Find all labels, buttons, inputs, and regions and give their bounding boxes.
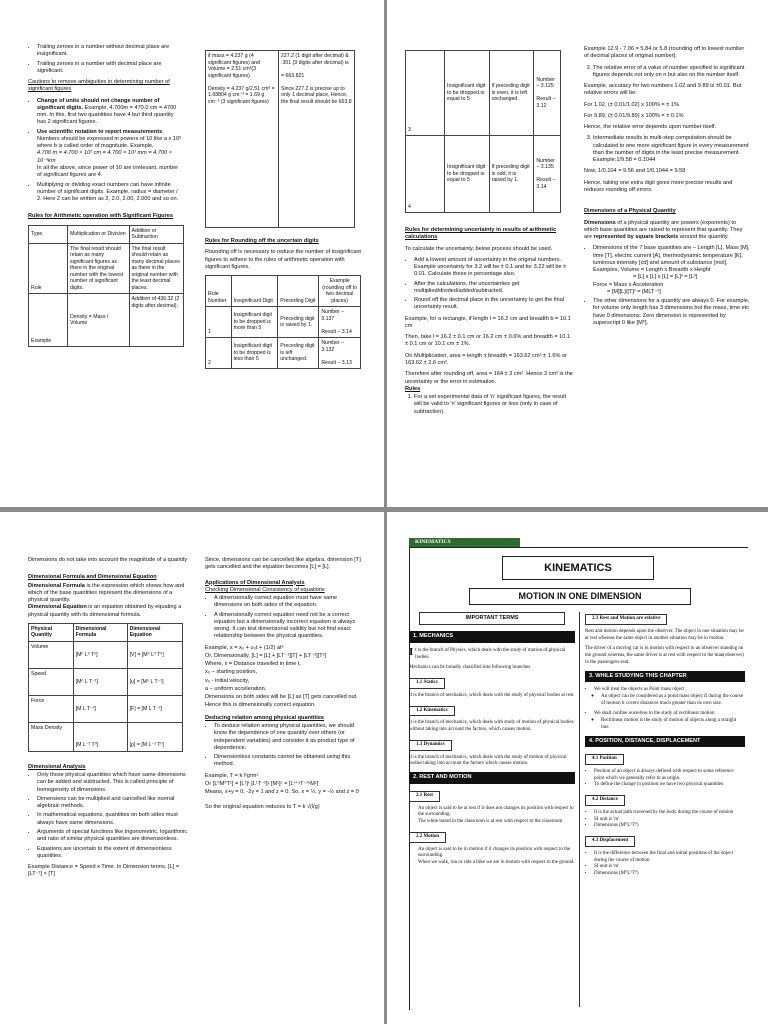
page-significant-figures — [0, 0, 384, 507]
rounding-rules-table — [205, 275, 361, 369]
table-row — [29, 243, 184, 294]
section-heading: Cautions to remove ambiguities in determining number of significant figures — [28, 79, 170, 93]
list-item: • Trailing zeroes in a number without decimal place are insignificant. — [37, 44, 183, 59]
paragraph: The driver of a moving car is in motion with respect to an observer standing on the ground whereas, the same driver is at rest with respect to the man(observer) in the passengers seat. — [585, 646, 744, 665]
text: Number – 3.132 — [321, 340, 345, 353]
paragraph: It is the branch of mechanics, which deals with the study of physical bodies at rest. — [409, 692, 575, 698]
table-cell: [M⁰ L T⁻¹] — [73, 668, 127, 695]
list-item: • Add a lowest amount of uncertainty in the original numbers. Example uncertainty for 3.2 will be ± 0.1 and for 3.22 will be ± 0.01. Calculate these in percentage also. — [414, 257, 573, 279]
text: Result – 3.14 — [536, 177, 556, 190]
table-cell: 4 — [406, 136, 445, 213]
dimension-list — [584, 245, 750, 327]
subsection-box: 4.1 Position — [585, 754, 624, 765]
list-item: • The other dimensions for a quantity are always 0. For example, for volume only length has 3 dimensions but the mass, time etc have 0 dimensions. Zero dimension is represented by superscript 0 like [M⁰]. — [593, 298, 750, 327]
paragraph: Dimensions on both sides will be [L] as [T] gets cancelled out. Hence this is dimensionally correct equation. — [205, 694, 358, 708]
table-cell — [534, 136, 561, 213]
list-item: • Dimensionless constants cannot be obtained using this method. — [214, 754, 365, 769]
page-kinematics — [387, 512, 768, 1024]
table-cell: Insignificant digit to be dropped is equal to 5 — [445, 136, 490, 213]
chapter-title: KINEMATICS — [502, 556, 654, 580]
arithmetic-rules-table — [28, 225, 184, 348]
paragraph: x₀ – starting position, — [205, 669, 258, 676]
list-item: • We will treat the objects as Point mass object — [594, 687, 745, 694]
list-item: • The white board in the classroom is at rest with respect to the classroom — [418, 819, 575, 826]
table-header: Addition or Subtraction — [129, 225, 184, 243]
equation: Examples, Volume = Length x Breadth x Height — [593, 267, 711, 274]
section-heading: Dimensional Analysis — [28, 763, 86, 770]
table-cell: Volume — [29, 641, 74, 668]
numbered-list — [584, 135, 750, 164]
text: Density = 4.237 g/2.51 cm³ = 1.68804 g cm⁻³ = 1.69 g cm⁻³ (3 significant figures) — [208, 85, 275, 105]
text: is an equation obtained by equating a physical quantity with its dimensional formula. — [28, 604, 182, 618]
numbered-list — [584, 65, 750, 80]
rounding-rules-table-continued — [405, 50, 561, 213]
text: Number – 3.137 — [321, 309, 345, 322]
paragraph: Rest and motion depends upon the observer. The object in one situation may be at rest whereas the same object in another situation may be in motion. — [585, 628, 744, 641]
paragraph: To calculate the uncertainty, below process should be used. — [405, 245, 553, 252]
list-item: • A dimensionally correct equation need not be a correct equation but a dimensionally incorrect equation is always wrong. It can test dimensional validity but not find exact relationship between the physical quantities. — [214, 612, 365, 641]
table-cell: Mass Density — [29, 722, 74, 751]
equation: Means, x+y = 0, -2y = 1 and z = 0. So, x = ½, y = -½ and z = 0 — [205, 789, 359, 796]
table-cell — [319, 338, 361, 369]
table-cell: Density = Mass / Volume — [68, 294, 130, 347]
paragraph: Hence, taking one extra digit gives more precise results and reduces rounding off errors. — [584, 179, 733, 193]
deduce-list — [205, 723, 365, 769]
table-row — [29, 695, 183, 722]
studying-list — [585, 687, 745, 732]
table-row — [206, 276, 361, 307]
table-header: Multiplication or Division — [68, 225, 130, 243]
equation: Example, x = x₀ + υ₀t + (1/2) at² — [205, 644, 284, 651]
table-header: Physical Quantity — [29, 623, 74, 641]
list-item: • Dimensions (M⁰L¹T⁰) — [594, 823, 745, 830]
table-header: Preceding Digit — [278, 276, 319, 307]
list-item: • Position of an object is always defined with respect to some reference point which we generally refer to as origin. — [594, 769, 745, 783]
table-cell: [M L T⁻²] — [73, 695, 127, 722]
table-cell: [υ] = [M⁰ L T⁻¹] — [127, 668, 182, 695]
cautions-list — [28, 98, 183, 204]
table-cell: If preceding digit is even, it is left unchanged. — [489, 51, 534, 136]
table-cell: [M⁰ L³ T⁰] — [73, 641, 127, 668]
table-row — [206, 51, 355, 228]
text: In all the above, since power of 10 are irrelevant, number of significant figures are 4. — [37, 164, 179, 179]
table-header: Dimensional Equation — [127, 623, 182, 641]
paragraph: Example, accuracy for two numbers 1.02 and 9.89 is ±0.01. But relative errors will be: — [584, 83, 742, 97]
rules-label: Rules — [405, 385, 421, 392]
table-row — [406, 51, 561, 136]
section-heading: Rules for Rounding off the uncertain digits — [205, 238, 319, 244]
list-item — [594, 694, 745, 708]
paragraph: For 9.89, (± 0.01/9.89) x 100% = ± 0.1% — [584, 112, 684, 119]
table-cell: If preceding digit is odd, it is raised by 1. — [489, 136, 534, 213]
list-item: • Dimensions can be multiplied and cancelled like normal algebraic methods. — [37, 796, 190, 811]
list-item: ◦ An object can be considered as a point mass object if during the course of motion it covers distances much greater than its own size. — [601, 694, 745, 708]
paragraph: Example 12.9 - 7.06 = 5.84 or 5.8 (rounding off to lowest number of decimal places of original number]. — [584, 46, 745, 60]
equation: Force = Mass x Acceleration — [593, 281, 664, 288]
table-cell: Addition of 436.32 (2 digits after decimal), — [129, 294, 184, 347]
paragraph: Rounding off is necessary to reduce the number of insignificant figures to adhere to the rules of arithmetic operation with significant figures. — [205, 249, 361, 270]
table-cell: 1 — [206, 307, 232, 338]
table-row — [29, 641, 183, 668]
subheading: Checking Dimensional Consistency of equations — [205, 586, 325, 593]
list-item: • Trailing zeroes in a number with decimal place are significant. — [37, 61, 183, 76]
section-heading: Rules for Arithmetic operation with Significant Figures — [28, 213, 173, 220]
right-column — [205, 50, 365, 369]
paragraph: Hence, the relative error depends upon number itself. — [584, 124, 717, 131]
left-column — [28, 44, 183, 347]
left-column — [405, 50, 573, 420]
subsection-box: 2.1 Rest — [409, 791, 440, 802]
section-bar: 2. REST AND MOTION — [409, 772, 575, 784]
table-header: Example (rounding off to two decimal places) — [319, 276, 361, 307]
equation: Example, T = k lˣgʸmᶻ — [205, 772, 259, 779]
table-row — [29, 225, 184, 243]
table-row — [29, 294, 184, 347]
list-item: 1. For a set experimental data of 'n' significant figures, the result will be valid to 'n' significant figures or less (only in case of subtraction). — [414, 394, 573, 416]
distance-list — [585, 810, 745, 830]
applications-list — [205, 595, 365, 641]
section-bar: 3. WHILE STUDYING THIS CHAPTER — [585, 671, 745, 683]
table-cell: [M L⁻³ T⁰] — [73, 722, 127, 751]
subsection-box: 4.2 Distance — [585, 795, 625, 806]
paragraph — [28, 604, 190, 619]
right-column — [584, 46, 750, 331]
list-item: • A dimensionally correct equation must have same dimensions on both sides of the equation. — [214, 595, 365, 610]
list-item: • Only those physical quantities which have same dimensions can be added and subtracted. This is called principle of homogeneity of dimensions. — [37, 772, 190, 794]
bold-text: Dimensions — [584, 219, 616, 226]
table-cell — [206, 51, 279, 228]
paragraph: Example Distance = Speed x Time. In Dimension terms, [L] = [LT⁻¹] × [T] — [28, 864, 180, 878]
uncertainty-list — [405, 257, 573, 312]
bold-text: Dimensional Equation — [28, 604, 87, 611]
text: is the expression which shows how and which of the base quantities represent the dimensions of a physical quantity. — [28, 582, 185, 604]
paragraph: v₀ - initial velocity, — [205, 677, 250, 684]
rules-list — [405, 394, 573, 416]
table-cell: Insignificant digit to be dropped is more than 5 — [231, 307, 278, 338]
section-heading: Dimensional Formula and Dimensional Equation — [28, 574, 157, 581]
rest-list — [409, 806, 575, 826]
paragraph: On Multiplication, area = length x breadth = 163.62 cm² ± 1.6% or 163.62 ± 2.6 cm². — [405, 352, 567, 366]
list-item: • An object is said to be at rest if it does not changes its position with respect to the surrounding. — [418, 806, 575, 820]
table-cell: Insignificant digit to be dropped is less than 5 — [231, 338, 278, 369]
list-item — [594, 718, 745, 732]
section-heading: Dimensions of a Physical Quantity — [584, 208, 676, 215]
text: Result – 3.13 — [321, 359, 352, 366]
section-bar: 4. POSITION, DISTANCE, DISPLACEMENT — [585, 736, 745, 748]
table-cell: [F] = [M L T⁻²] — [127, 695, 182, 722]
table-cell: [V] = [M⁰ L³ T⁰] — [127, 641, 182, 668]
list-item: 2. The relative error of a value of number specified to significant figures depends not only on n but also on the number itself. — [593, 65, 750, 80]
text: Number – 3.125 — [536, 76, 555, 90]
list-item: • It is the actual path traversed by the body during the course of motion — [594, 810, 745, 817]
list-item: • Round off the decimal place in the uncertainty to get the final uncertainty result. — [414, 297, 573, 312]
text: Result – 3.14 — [321, 328, 352, 335]
equation: = [L] x [L] x [L] = [L]³ = [L³] — [633, 274, 698, 281]
table-cell: Preceding digit is raised by 1. — [278, 307, 319, 338]
list-item: • Multiplying or dividing exact numbers can have infinite number of significant digits. Example, radius = diameter / 2. Here 2 can be written as 2, 2.0, 2.00, 2.000 and so on. — [37, 182, 183, 204]
chapter-tag: KINEMATICS — [409, 538, 520, 547]
paragraph: For 1.02, (± 0.01/1.02) x 100% = ± 1% — [584, 101, 679, 108]
list-item — [593, 245, 750, 296]
table-row — [29, 668, 183, 695]
list-item: 3. Intermediate results in multi-step computation should be calculated to one more significant figure in every measurement than the number of digits in the least precise measurement. Example:1/9.58 = 0.1044 — [593, 135, 750, 164]
list-item: • To define the change in position we have two physical quantities — [594, 782, 745, 789]
bold-text: Use scientific notation to report measurements — [37, 128, 163, 135]
text: . Numbers should be expressed in powers of 10 like a x 10ᵇ where b is called order of magnitude. Example, — [37, 128, 182, 150]
subsection-box: 2.3 Rest and Motion are relative — [585, 614, 667, 625]
list-item: • Dimensions (M⁰L¹T⁰) — [594, 871, 745, 878]
module-title: MOTION IN ONE DIMENSION — [469, 588, 691, 605]
table-row — [29, 623, 183, 641]
paragraph: Since, dimensions can be cancelled like algebra, dimension [T] gets cancelled and the equation becomes [L] = [L]. — [205, 557, 361, 571]
text: of a physical quantity are powers (exponents) to which base quantities are raised to represent that quantity. They are — [584, 219, 743, 241]
section-heading: Deducing relation among physical quantities — [205, 714, 325, 721]
table-cell: Example — [29, 294, 68, 347]
left-column — [409, 612, 575, 871]
list-item: • An object is said to be in motion if it changes its position with respect to the surrounding. — [418, 847, 575, 861]
text: 227.2 (1 digit after decimal) & .301 (3 digits after decimal) is — [281, 53, 349, 66]
position-list — [585, 769, 745, 789]
page-uncertainty — [387, 0, 768, 507]
bold-text: represented by square brackets — [593, 234, 679, 241]
paragraph — [584, 220, 750, 242]
equation: = [M][L]/[T]² = [MLT⁻²] — [607, 288, 661, 295]
motion-list — [409, 847, 575, 867]
list-item: • When we walk, run or ride a bike we are in motion with respect to the ground. — [418, 860, 575, 867]
text: Since 227.2 is precise up to only 1 decimal place, Hence, the final result should be 663.8 — [281, 85, 352, 105]
bold-text: Change of units should not change number of significant digits. — [37, 97, 160, 111]
text: if mass = 4.237 g (4 significant figures) and Volume = 2.51 cm³(3 significant figures) — [208, 53, 260, 79]
right-column — [585, 612, 745, 882]
text: Result – 3.12 — [536, 96, 556, 109]
list-item: • SI unit is 'm' — [594, 817, 745, 824]
important-terms-box: IMPORTANT TERMS — [419, 612, 565, 625]
trailing-zero-list — [28, 44, 183, 75]
table-cell: Force — [29, 695, 74, 722]
section-bar: 1. MECHANICS — [409, 631, 575, 643]
equation: Or [L⁰M⁰T¹] = [L¹]ˣ [L¹T⁻²]ʸ [M¹]ᶻ = [Lˣ⁺ʸT⁻²ʸMᶻ] — [205, 780, 319, 787]
paragraph: Where, x = Distance travelled in time t, — [205, 661, 301, 668]
displacement-list — [585, 851, 745, 878]
paragraph: Dimensions do not take into account the magnitude of a quantity — [28, 557, 188, 563]
subsection-box: 1.2 Kinematics — [409, 706, 455, 717]
list-item: • Equations are uncertain to the extent of dimensionless quantities. — [37, 846, 190, 861]
text: Example, 4.700m = 470.0 cm = 4700 mm. In this, first two quantities have 4 but third quantity has 2 significant figures. — [37, 104, 177, 126]
table-header: Rule Number — [206, 276, 232, 307]
list-item — [37, 129, 183, 180]
list-item: • SI unit is 'm' — [594, 864, 745, 871]
paragraph: Example, for a rectangle, if length l = 16.2 cm and breadth b = 10.1 cm — [405, 315, 571, 329]
text: Number – 3.135 — [536, 157, 555, 171]
text: t is the branch of Physics, which deals with the study of motion of physical bodies. — [415, 647, 566, 660]
paragraph: a – uniform acceleration. — [205, 685, 267, 692]
table-cell: Speed — [29, 668, 74, 695]
text: around the quantity. — [678, 234, 729, 241]
table-header: Dimensional Formula — [73, 623, 127, 641]
equation: 4.700 m = 4.700 × 10² cm = 4.700 × 10³ mm = 4.700 × 10⁻³km — [37, 150, 172, 164]
subsection-box: 2.2 Motion — [409, 832, 446, 843]
table-row — [206, 307, 361, 338]
equation: Or, Dimensionally, [L] = [L] + [LT⁻¹][T] + [LT⁻²][T²] — [205, 652, 327, 659]
paragraph: Therefore after rounding off, area = 164 ± 3 cm². Hence 3 cm² is the uncertainty or the error in estimation. — [405, 371, 573, 385]
page-dimensional-analysis — [0, 512, 384, 1024]
subsection-box: 4.3 Displacement — [585, 836, 635, 847]
paragraph: Now, 1/0.104 = 9.56 and 1/0.1044 = 9.58 — [584, 168, 686, 175]
dimensional-formula-table — [28, 623, 183, 752]
table-cell — [534, 51, 561, 136]
paragraph: It is the branch of mechanics, which deals with study of motion of physical bodies without taking into account the factors, which causes motion. — [409, 720, 574, 733]
table-cell: Rule — [29, 243, 68, 294]
paragraph: It is the branch of mechanics, which deals with the study of motion of physical bodies taking into account the factors which causes motion. — [409, 754, 567, 767]
section-heading: Applications of Dimensional Analysis — [205, 579, 305, 586]
list-item: • After the calculations, the uncertainties get multiplied/divided/added/subtracted. — [414, 281, 573, 296]
table-cell — [319, 307, 361, 338]
list-item: ◦ Rectilinear motion is the study of motion of objects along a straight line. — [601, 718, 745, 732]
table-header: Type — [29, 225, 68, 243]
text: = 663.821 — [281, 72, 305, 79]
table-cell: Insignificant digit to be dropped is equal to 5 — [445, 51, 490, 136]
table-cell — [279, 51, 355, 228]
table-cell: 3 — [406, 51, 445, 136]
list-item: • Arguments of special functions like trigonometric, logarithmic and ratio of similar physical quantities are dimensionless. — [37, 829, 190, 844]
column-divider — [579, 612, 580, 1007]
subsection-box: 1.1 Statics — [409, 678, 445, 689]
divider — [409, 547, 748, 548]
paragraph: Then, take l = 16.2 ± 0.1 cm or 16.2 cm ± 0.6% and breadth = 10.1 ± 0.1 cm or 10.1 cm ± 1%. — [405, 334, 571, 348]
paragraph — [28, 583, 190, 605]
paragraph: Mechanics can be broadly classified into following branches — [409, 665, 531, 671]
list-item: • We shall confine ourselves to the study of rectilinear motion — [594, 711, 745, 718]
analysis-list — [28, 772, 190, 860]
table-row — [206, 338, 361, 369]
right-column — [205, 557, 365, 816]
subsection-box: 1.3 Dynamics — [409, 740, 452, 751]
text: Dimensions of the 7 base quantities are – Length [L], Mass [M], time [T], electric current [A], thermodynamic temperature [K], luminous intensity [cd] and amount of substance [mol]. — [593, 245, 750, 266]
paragraph — [409, 645, 575, 662]
table-cell: 2 — [206, 338, 232, 369]
list-item: • To deduce relation among physical quantities, we should know the dependence of one quantity over others (or independent variables) and consider it as product type of dependence. — [214, 723, 365, 752]
table-row — [29, 722, 183, 751]
table-cell: Preceding digit is left unchanged. — [278, 338, 319, 369]
bold-text: Dimensional Formula — [28, 582, 85, 589]
left-column — [28, 557, 190, 883]
example-continuation-table — [205, 50, 355, 228]
table-cell: The final result should retain as many decimal places as there in the original number with the least decimal places. — [129, 243, 184, 294]
list-item — [37, 98, 183, 127]
list-item: • It is the difference between the final and initial positions of the object during the course of motion — [594, 851, 745, 865]
list-item: • In mathematical equations, quantities on both sides must always have same dimensions. — [37, 812, 190, 827]
equation: So the original equation reduces to T = k √(l/g) — [205, 804, 320, 811]
table-row — [406, 136, 561, 213]
table-cell: The final result should retain as many significant figures as there in the original number with the lowest number of significant digits. — [68, 243, 130, 294]
table-cell: [ρ] = [M L⁻³ T⁰] — [127, 722, 182, 751]
drop-cap: I — [409, 645, 414, 658]
table-header: Insignificant Digit — [231, 276, 278, 307]
section-heading: Rules for determining uncertainty in results of arithmetic calculations — [405, 227, 557, 241]
